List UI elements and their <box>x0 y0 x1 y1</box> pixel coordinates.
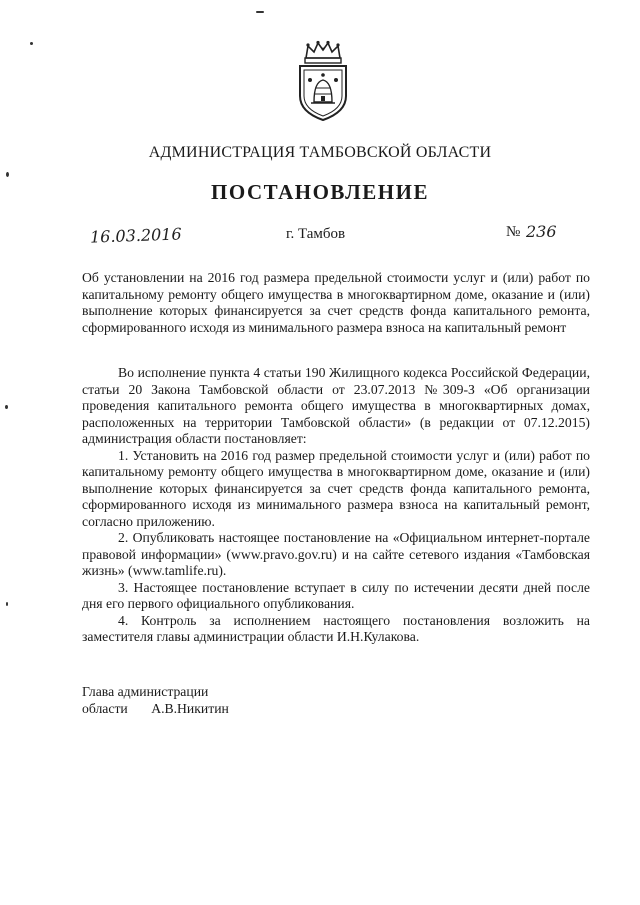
document-body <box>82 365 590 646</box>
document-number: 236 <box>526 222 557 241</box>
document-type-title: ПОСТАНОВЛЕНИЕ <box>211 180 429 204</box>
preamble-paragraph: Во исполнение пункта 4 статьи 190 Жилищного кодекса Российской Федерации, статьи 20 Закона Тамбовской области от 23.07.2013 №309-З «Об организации проведения капитального ремонта общего имущества в многоквартирных домах, расположенных на территории Тамбовской области» (в редакции от 07.12.2015) администрация области постановляет: <box>82 365 590 446</box>
signatory-name: А.В.Никитин <box>151 700 229 716</box>
signature-block <box>82 684 229 717</box>
document-city: г. Тамбов <box>286 226 346 242</box>
scan-mark <box>256 11 264 13</box>
signatory-region: области <box>82 700 128 716</box>
coat-of-arms-icon <box>294 40 352 122</box>
resolution-item: 4. Контроль за исполнением настоящего постановления возложить на заместителя главы администрации области И.Н.Кулакова. <box>82 612 590 644</box>
organization-title: АДМИНИСТРАЦИЯ ТАМБОВСКОЙ ОБЛАСТИ <box>148 144 492 161</box>
document-subject: Об установлении на 2016 год размера предельной стоимости услуг и (или) работ по капитальному ремонту общего имущества в многоквартирном доме, оказание и (или) выполнение которых финансируется за счет средств фонда капитального ремонта, сформированного исходя из минимального размера взноса на капитальный ремонт <box>82 270 590 335</box>
scan-mark <box>6 172 9 177</box>
document-date: 16.03.2016 <box>89 224 182 247</box>
document-number-label: № <box>506 224 521 240</box>
resolution-item: 2. Опубликовать настоящее постановление на «Официальном интернет-портале правовой информации» (www.pravo.gov.ru) и на сайте сетевого издания «Тамбовская жизнь» (www.tamlife.ru). <box>82 530 590 578</box>
resolution-item: 3. Настоящее постановление вступает в силу по истечении десяти дней после дня его первого официального опубликования. <box>82 579 590 611</box>
scan-mark <box>5 405 8 409</box>
scan-mark <box>6 602 8 606</box>
resolution-item: 1. Установить на 2016 год размер предельной стоимости услуг и (или) работ по капитальному ремонту общего имущества в многоквартирном доме, оказание и (или) выполнение которых финансируется за счет средств фонда капитального ремонта, сформированного исходя из минимального размера взноса на капитальный ремонт, согласно приложению. <box>82 447 590 529</box>
scan-mark <box>30 42 33 45</box>
signatory-position: Глава администрации <box>82 684 209 699</box>
